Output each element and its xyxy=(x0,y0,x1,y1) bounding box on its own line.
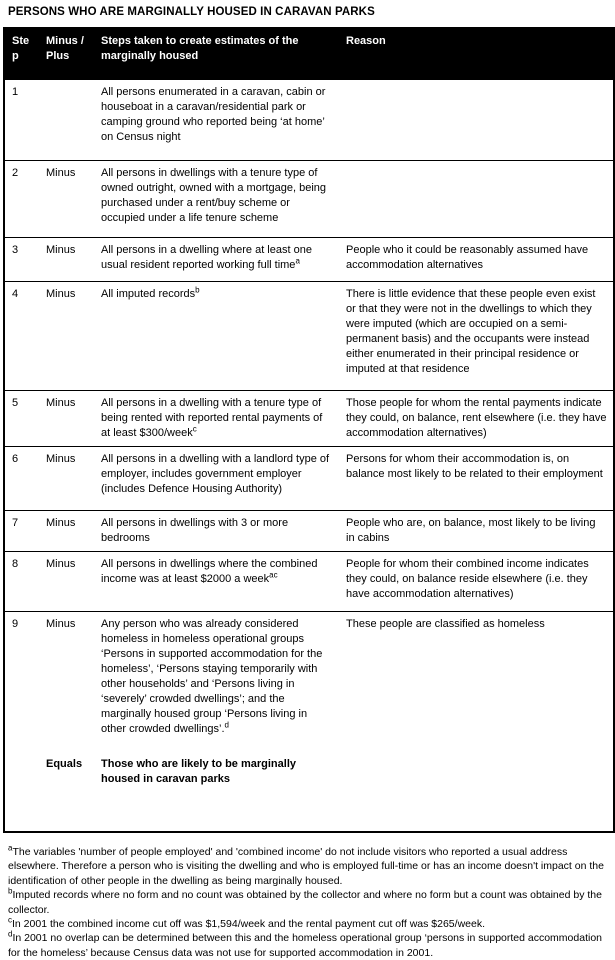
minus-plus-cell xyxy=(39,510,94,551)
minus-plus-cell xyxy=(39,237,94,281)
minus-plus-cell xyxy=(39,80,94,160)
footnote-marker-superscript: ac xyxy=(269,569,278,579)
reason-text: People for whom their combined income indicates they could, on balance reside elsewhere (i.e. they have accommodation alternatives) xyxy=(346,557,589,600)
steps-taken-cell xyxy=(94,80,339,160)
minus-plus-cell xyxy=(39,611,94,752)
reason-cell xyxy=(339,237,614,281)
steps-taken-cell xyxy=(94,160,339,237)
footnote-d-text: In 2001 no overlap can be determined between this and the homeless operational group ‘persons in supported accommodation for the homeless’ because Census data was not use for supported accommodation in 2001. xyxy=(8,932,603,959)
reason-cell xyxy=(339,281,614,390)
footnote-a xyxy=(8,845,610,888)
footnote-marker-superscript: b xyxy=(195,284,200,294)
table-row xyxy=(4,446,614,510)
minus-plus-value: Minus xyxy=(46,396,76,409)
header-step: Step xyxy=(4,28,39,80)
equals-label: Equals xyxy=(46,758,83,770)
minus-plus-cell xyxy=(39,281,94,390)
step-number: 8 xyxy=(12,557,19,570)
table-row xyxy=(4,281,614,390)
step-number: 4 xyxy=(12,287,19,300)
steps-taken-cell xyxy=(94,281,339,390)
header-steps-taken: Steps taken to create estimates of the marginally housed xyxy=(94,28,339,80)
footnotes-section xyxy=(8,845,610,960)
step-number: 7 xyxy=(12,516,19,529)
step-number-cell xyxy=(4,160,39,237)
equals-result-text: Those who are likely to be marginally housed in caravan parks xyxy=(101,758,297,785)
table-row xyxy=(4,611,614,752)
minus-plus-value: Minus xyxy=(46,287,76,300)
footnote-marker-superscript: a xyxy=(295,255,300,265)
steps-taken-cell xyxy=(94,611,339,752)
reason-cell xyxy=(339,551,614,611)
footnote-c-text: In 2001 the combined income cut off was $1,594/week and the rental payment cut off was $265/week. xyxy=(12,918,485,931)
reason-text: People who are, on balance, most likely to be living in cabins xyxy=(346,516,596,544)
steps-taken-cell xyxy=(94,551,339,611)
minus-plus-value: Minus xyxy=(46,557,76,570)
reason-cell xyxy=(339,160,614,237)
step-number: 3 xyxy=(12,243,19,256)
step-number-cell xyxy=(4,281,39,390)
reason-text: Persons for whom their accommodation is, on balance most likely to be related to their employment xyxy=(346,452,603,480)
steps-taken-text: All persons in dwellings where the combined income was at least $2000 a week xyxy=(101,557,318,585)
reason-text: People who it could be reasonably assumed have accommodation alternatives xyxy=(346,243,589,271)
reason-cell xyxy=(339,510,614,551)
minus-plus-value: Minus xyxy=(46,617,76,630)
header-reason: Reason xyxy=(339,28,614,80)
step-number: 2 xyxy=(12,166,19,179)
step-number-cell xyxy=(4,510,39,551)
step-number-cell xyxy=(4,446,39,510)
step-number: 5 xyxy=(12,396,19,409)
table-row xyxy=(4,551,614,611)
reason-text: There is little evidence that these people even exist or that they were not in the dwellings to which they were imputed (which are occupied on a semi-permanent basis) and the occupants were instead either enumerated in their principal residence or imputed at that residence xyxy=(346,287,596,375)
step-number-cell xyxy=(4,237,39,281)
footnote-a-text: The variables 'number of people employed' and 'combined income' do not include visitors who reported a usual address elsewhere. Therefore a person who is visiting the dwelling and who is employed full-time or has an income doesn't impact on the identification of other people in the dwelling as being marginally housed. xyxy=(8,846,604,887)
page-title: PERSONS WHO ARE MARGINALLY HOUSED IN CARAVAN PARKS xyxy=(8,6,375,18)
table-row xyxy=(4,160,614,237)
header-minus-plus xyxy=(39,28,94,80)
footnote-d-marker: d xyxy=(8,929,13,939)
table-row xyxy=(4,237,614,281)
step-number: 6 xyxy=(12,452,19,465)
steps-taken-text: All persons in dwellings with a tenure type of owned outright, owned with a mortgage, being purchased under a rent/buy scheme or occupied under a life tenure scheme xyxy=(101,166,327,224)
reason-cell xyxy=(339,611,614,752)
table-row xyxy=(4,80,614,160)
steps-taken-text: All persons in dwellings with 3 or more bedrooms xyxy=(101,516,289,544)
table-row xyxy=(4,390,614,446)
steps-taken-cell xyxy=(94,390,339,446)
footnote-c xyxy=(8,917,610,931)
footnote-marker-superscript: c xyxy=(192,423,197,433)
footnote-marker-superscript: d xyxy=(224,719,229,729)
step-number-cell xyxy=(4,390,39,446)
step-number-cell xyxy=(4,551,39,611)
steps-taken-text: All persons in a dwelling with a landlord type of employer, includes government employer (includes Defence Housing Authority) xyxy=(101,452,330,495)
table-body xyxy=(4,80,614,752)
reason-cell xyxy=(339,80,614,160)
minus-plus-value: Minus xyxy=(46,516,76,529)
equals-row xyxy=(4,752,614,832)
table-header xyxy=(4,28,614,80)
steps-taken-text: All persons enumerated in a caravan, cabin or houseboat in a caravan/residential park or camping ground who reported being ‘at home’ on Census night xyxy=(101,86,326,143)
steps-taken-cell xyxy=(94,446,339,510)
reason-cell xyxy=(339,390,614,446)
minus-plus-value: Minus xyxy=(46,243,76,256)
header-row xyxy=(4,28,614,80)
steps-taken-text: All persons in a dwelling where at least one usual resident reported working full time xyxy=(101,243,312,271)
footnote-c-marker: c xyxy=(8,915,12,925)
footnote-a-marker: a xyxy=(8,843,13,853)
minus-plus-cell xyxy=(39,551,94,611)
reason-text: These people are classified as homeless xyxy=(346,617,545,630)
steps-taken-text: Any person who was already considered homeless in homeless operational groups ‘Persons in supported accommodation for the homeless’, ‘Persons staying temporarily with other households’ and ‘Persons living in ‘severely’ crowded dwellings’; and the marginally housed group ‘Persons living in other crowded dwellings’. xyxy=(101,617,323,735)
equals-reason-cell xyxy=(339,752,614,832)
step-number-cell xyxy=(4,80,39,160)
step-number-cell xyxy=(4,611,39,752)
minus-plus-cell xyxy=(39,390,94,446)
footnote-b-text: Imputed records where no form and no count was obtained by the collector and where no form but a count was obtained by the collector. xyxy=(8,889,602,916)
step-number: 1 xyxy=(12,86,19,98)
table-total xyxy=(4,752,614,832)
footnote-d xyxy=(8,931,610,960)
minus-plus-cell xyxy=(39,160,94,237)
header-minus-plus-label: Minus / Plus xyxy=(46,35,84,62)
steps-taken-cell xyxy=(94,237,339,281)
minus-plus-value: Minus xyxy=(46,166,76,179)
reason-text: Those people for whom the rental payments indicate they could, on balance, rent elsewhere (i.e. they have accommodation alternatives) xyxy=(346,396,607,439)
minus-plus-cell xyxy=(39,446,94,510)
step-number: 9 xyxy=(12,617,19,630)
minus-plus-value: Minus xyxy=(46,452,76,465)
footnote-b-marker: b xyxy=(8,886,13,896)
equals-step-cell xyxy=(4,752,39,832)
steps-taken-text: All persons in a dwelling with a tenure type of being rented with reported rental payments of at least $300/week xyxy=(101,396,323,439)
estimation-steps-table xyxy=(3,27,615,833)
reason-cell xyxy=(339,446,614,510)
table-row xyxy=(4,510,614,551)
steps-taken-text: All imputed records xyxy=(101,287,196,300)
steps-taken-cell xyxy=(94,510,339,551)
